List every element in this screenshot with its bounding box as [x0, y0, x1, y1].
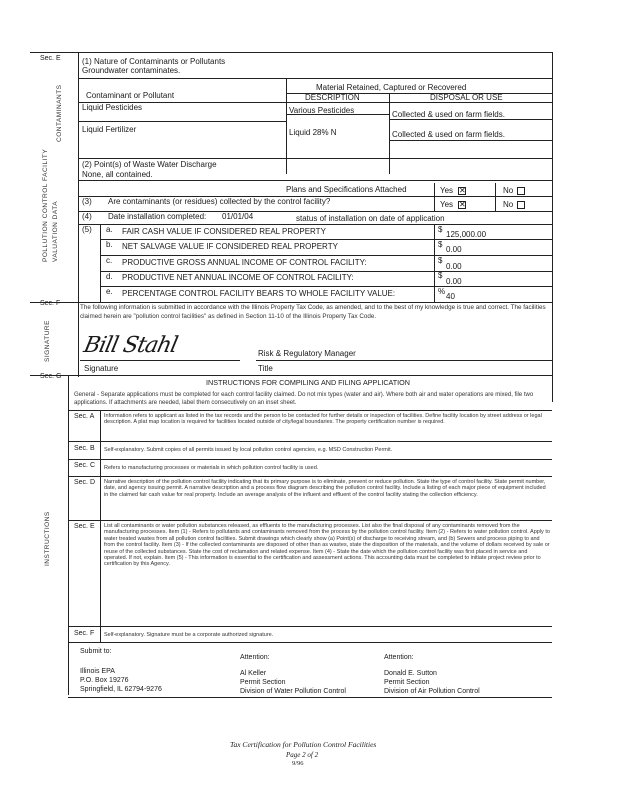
q4-date-label: Date installation completed: [108, 212, 207, 221]
sec-g-side-label: INSTRUCTIONS [44, 511, 51, 566]
q3-label: Are contaminants (or residues) collected by the control facility? [108, 197, 331, 206]
sec-g-item-b-text: Self-explanatory. Submit copies of all permits issued by local pollution control agencies, e.g. MSD Construction Permit. [104, 447, 393, 453]
q3-yes-label: Yes [440, 200, 454, 209]
sec-g-item-b-label: Sec. B [74, 445, 95, 452]
val-c-label: PRODUCTIVE GROSS ANNUAL INCOME OF CONTROL FACILITY: [122, 258, 367, 267]
q5-num: (5) [82, 225, 92, 234]
attn1-line-3: Division of Water Pollution Control [240, 688, 346, 695]
val-d-prefix: $ [438, 271, 443, 280]
attn1-line-1: Al Keller [240, 670, 267, 677]
attention-label-2: Attention: [384, 654, 414, 661]
sec-g-item-c-label: Sec. C [74, 462, 96, 469]
val-b-letter: b. [106, 240, 113, 249]
q3-num: (3) [82, 197, 92, 206]
sec-f-side-label: SIGNATURE [44, 320, 51, 362]
col-description: DESCRIPTION [305, 93, 360, 102]
sec-e-side-valuation: VALUATION DATA [52, 200, 59, 262]
row1-description: Various Pesticides [289, 106, 355, 115]
sec-g-item-d-label: Sec. D [74, 479, 96, 486]
val-c-prefix: $ [438, 256, 443, 265]
address-line-3: Springfield, IL 62794-9276 [80, 686, 162, 693]
attention-label-1: Attention: [240, 654, 270, 661]
val-b-label: NET SALVAGE VALUE IF CONSIDERED REAL PROPERTY [122, 242, 338, 251]
sec-e-side-contaminants: CONTAMINANTS [56, 84, 63, 142]
signature-image: Bill Stahl [81, 333, 180, 358]
footer-line-1: Tax Certification for Pollution Control Facilities [230, 740, 377, 749]
q3-no-checkbox[interactable] [517, 201, 525, 209]
val-b-prefix: $ [438, 240, 443, 249]
q4-num: (4) [82, 212, 92, 221]
col-contaminant: Contaminant or Pollutant [86, 91, 175, 100]
sec-g-item-a-label: Sec. A [74, 413, 95, 420]
sec-g-item-f-text: Self-explanatory. Signature must be a corporate authorized signature. [104, 632, 274, 638]
sec-g-item-e-label: Sec. E [74, 523, 95, 530]
plans-no-checkbox[interactable] [517, 187, 525, 195]
val-d-value[interactable]: 0.00 [446, 277, 462, 286]
val-d-label: PRODUCTIVE NET ANNUAL INCOME OF CONTROL FACILITY: [122, 273, 354, 282]
val-a-label: FAIR CASH VALUE IF CONSIDERED REAL PROPERTY [122, 227, 326, 236]
q1-sub: Groundwater contaminates. [82, 66, 181, 75]
footer-line-2: Page 2 of 2 [286, 751, 319, 759]
title-label: Title [258, 364, 273, 373]
sec-g-item-d-text: Narrative description of the pollution control facility indicating that its primary purpose is to eliminate, prevent or reduce pollution. State the type of control facility. State permit number, date, and agency issuing permit. A narrative description and a process flow diagram describing the pollution control facility. Include a listing of each major piece of equipment included in the claimed fair cash value for real property. Include an average analysis of the influent and effluent of the control facility stating the collection efficiency. [104, 479, 546, 498]
address-line-2: P.O. Box 19276 [80, 677, 129, 684]
signature-label: Signature [84, 364, 119, 373]
q3-no-label: No [503, 200, 514, 209]
q1-title: (1) Nature of Contaminants or Pollutants [82, 57, 226, 66]
val-e-label: PERCENTAGE CONTROL FACILITY BEARS TO WHOLE FACILITY VALUE: [122, 289, 396, 298]
sec-g-heading: INSTRUCTIONS FOR COMPILING AND FILING APPLICATION [206, 378, 410, 387]
attn1-line-2: Permit Section [240, 679, 286, 686]
sec-g-item-f-label: Sec. F [74, 630, 95, 637]
sec-g-item-e-text: List all contaminants or water pollution substances released, as effluents to the manufacturing processes. List also the final disposal of any contaminants removed from the manufacturing processes. Item (1) - Refers to pollutants and contaminants removed from the process by the pollution control facility. Item (2) - Refers to water pollution control. Apply to water treated wastes from all pollution control facilities. Submit drawings which clearly show (a) Point(s) of discharge to receiving stream, and (b) Sewers and process piping to and from the control facility. Item (3) - If the collected contaminants are disposed of other than as wastes, state the disposition of the materials, and the volume of dollars received by sale or reuse of the collected substances. State the cost of reclamation and related expense. Item (4) - State the date which the pollution control facility was first placed in service and operated. If not, explain. Item (5) - This information is essential to the certification and assessment actions. This accounting data must be completed to initiate project review prior to certification by this Agency. [104, 523, 550, 568]
val-c-value[interactable]: 0.00 [446, 262, 462, 271]
q3-yes-checkbox[interactable] [458, 201, 466, 209]
col-disposal: DISPOSAL OR USE [430, 93, 503, 102]
plans-yes-checkbox[interactable] [458, 187, 466, 195]
val-d-letter: d. [106, 272, 113, 281]
sec-g-label: Sec. G [40, 373, 62, 380]
attn2-line-1: Donald E. Sutton [384, 670, 437, 677]
row2-description: Liquid 28% N [289, 128, 337, 137]
title-value[interactable]: Risk & Regulatory Manager [258, 349, 356, 358]
row2-disposal: Collected & used on farm fields. [392, 130, 505, 139]
val-c-letter: c. [106, 256, 113, 265]
sec-g-general: General - Separate applications must be completed for each control facility claimed. Do not mix types (water and air). Where both air and water operations are mixed, file two applications. If attachments are needed, label them consecutively on an inset sheet. [74, 392, 534, 406]
val-e-prefix: % [438, 287, 446, 296]
q4-status: status of installation on date of application [296, 214, 445, 223]
sec-f-statement: The following information is submitted in accordance with the Illinois Property Tax Code, as amended, and to the best of my knowledge is true and correct. The facilities claimed herein are "pollution control facilities" as defined in Section 11-10 of the Illinois Property Tax Code. [80, 304, 546, 320]
submit-to-label: Submit to: [80, 648, 112, 655]
address-line-1: Illinois EPA [80, 668, 115, 675]
val-e-letter: e. [106, 287, 113, 296]
q2-title: (2) Point(s) of Waste Water Discharge [82, 160, 217, 169]
footer-line-3: 9/96 [292, 760, 304, 767]
material-header: Material Retained, Captured or Recovered [316, 83, 467, 92]
sec-e-side-facility: POLLUTION CONTROL FACILITY [42, 148, 49, 262]
val-a-prefix: $ [438, 225, 443, 234]
row2-contaminant: Liquid Fertilizer [82, 125, 137, 134]
sec-e-label: Sec. E [40, 55, 61, 62]
attn2-line-3: Division of Air Pollution Control [384, 688, 480, 695]
val-b-value[interactable]: 0.00 [446, 245, 462, 254]
plans-no-label: No [503, 186, 514, 195]
sec-f-label: Sec. F [40, 300, 61, 307]
q2-value: None, all contained. [82, 170, 153, 179]
q4-date-value[interactable]: 01/01/04 [222, 212, 254, 221]
plans-yes-label: Yes [440, 186, 454, 195]
val-a-value[interactable]: 125,000.00 [446, 230, 487, 239]
val-a-letter: a. [106, 225, 113, 234]
val-e-value[interactable]: 40 [446, 292, 455, 301]
row1-disposal: Collected & used on farm fields. [392, 110, 505, 119]
sec-g-item-c-text: Refers to manufacturing processes or materials in which pollution control facility is used. [104, 465, 319, 471]
sec-g-item-a-text: Information refers to applicant as listed in the tax records and the person to be contacted for further details or inspection of facilities. Define facility location by street address or legal description. A plat map location is required for facilities located outside of city/legal boundaries. The property certification number is required. [104, 413, 542, 426]
row1-contaminant: Liquid Pesticides [82, 103, 143, 112]
attn2-line-2: Permit Section [384, 679, 430, 686]
plans-label: Plans and Specifications Attached [286, 185, 407, 194]
